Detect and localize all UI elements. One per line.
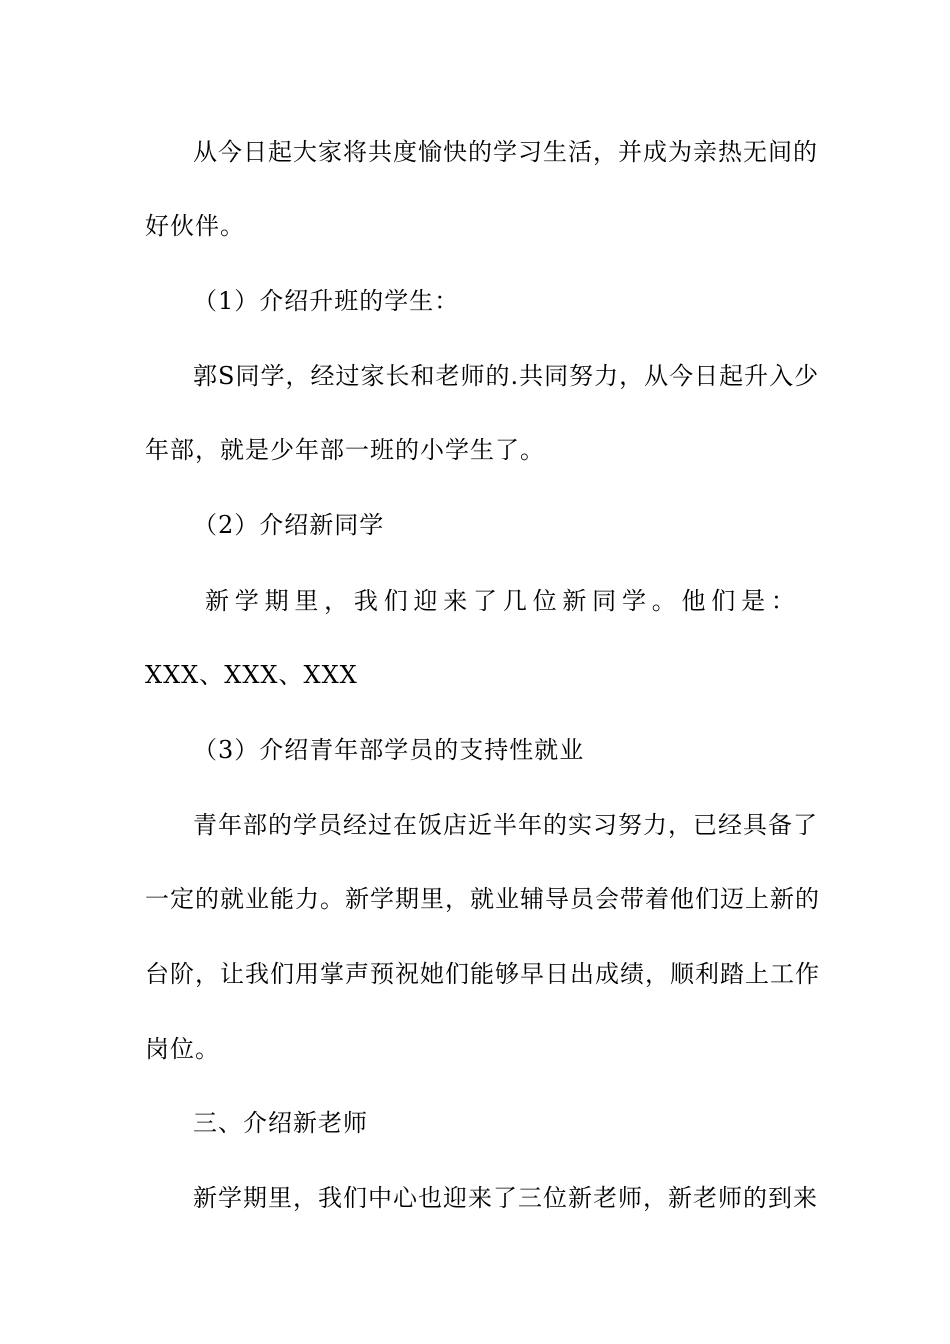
paragraph-line-4: 郭S同学，经过家长和老师的.共同努力，从今日起升入少 (193, 362, 820, 390)
justified-char-16: 他 (681, 587, 706, 615)
justified-char-18: 是 (741, 587, 766, 615)
justified-char-14: 学 (621, 587, 646, 615)
section-heading-youth-employment: （3）介绍青年部学员的支持性就业 (193, 736, 585, 764)
section-heading-new-teachers: 三、介绍新老师 (193, 1109, 368, 1137)
paragraph-line-justified (205, 585, 795, 617)
section-heading-promoted-students: （1）介绍升班的学生： (193, 287, 460, 315)
paragraph-line-1: 从今日起大家将共度愉快的学习生活，并成为亲热无间的 (193, 138, 818, 166)
justified-char-19: ： (770, 587, 795, 615)
justified-char-17: 们 (711, 587, 736, 615)
paragraph-line-10: 青年部的学员经过在饭店近半年的实习努力，已经具备了 (193, 811, 818, 839)
justified-char-5: 我 (353, 587, 378, 615)
justified-char-11: 位 (532, 587, 557, 615)
justified-char-3: 里 (294, 587, 319, 615)
paragraph-line-12: 台阶，让我们用掌声预祝她们能够早日出成绩，顺利踏上工作 (145, 960, 820, 988)
justified-char-15: 。 (651, 587, 676, 615)
paragraph-line-11: 一定的就业能力。新学期里，就业辅导员会带着他们迈上新的 (145, 885, 820, 913)
justified-char-7: 迎 (413, 587, 438, 615)
justified-char-8: 来 (443, 587, 468, 615)
justified-char-12: 新 (562, 587, 587, 615)
justified-char-1: 学 (234, 587, 259, 615)
justified-char-6: 们 (383, 587, 408, 615)
justified-char-10: 几 (502, 587, 527, 615)
paragraph-line-5: 年部，就是少年部一班的小学生了。 (145, 436, 545, 464)
justified-char-9: 了 (473, 587, 498, 615)
justified-char-0: 新 (205, 587, 229, 615)
justified-char-4: ， (324, 587, 349, 615)
paragraph-line-15: 新学期里，我们中心也迎来了三位新老师，新老师的到来 (193, 1184, 818, 1212)
paragraph-line-2: 好伙伴。 (145, 212, 245, 240)
justified-char-2: 期 (264, 587, 289, 615)
justified-char-13: 同 (592, 587, 617, 615)
section-heading-new-students: （2）介绍新同学 (193, 511, 385, 539)
paragraph-line-names: XXX、XXX、XXX (145, 661, 358, 689)
paragraph-line-13: 岗位。 (145, 1035, 220, 1063)
